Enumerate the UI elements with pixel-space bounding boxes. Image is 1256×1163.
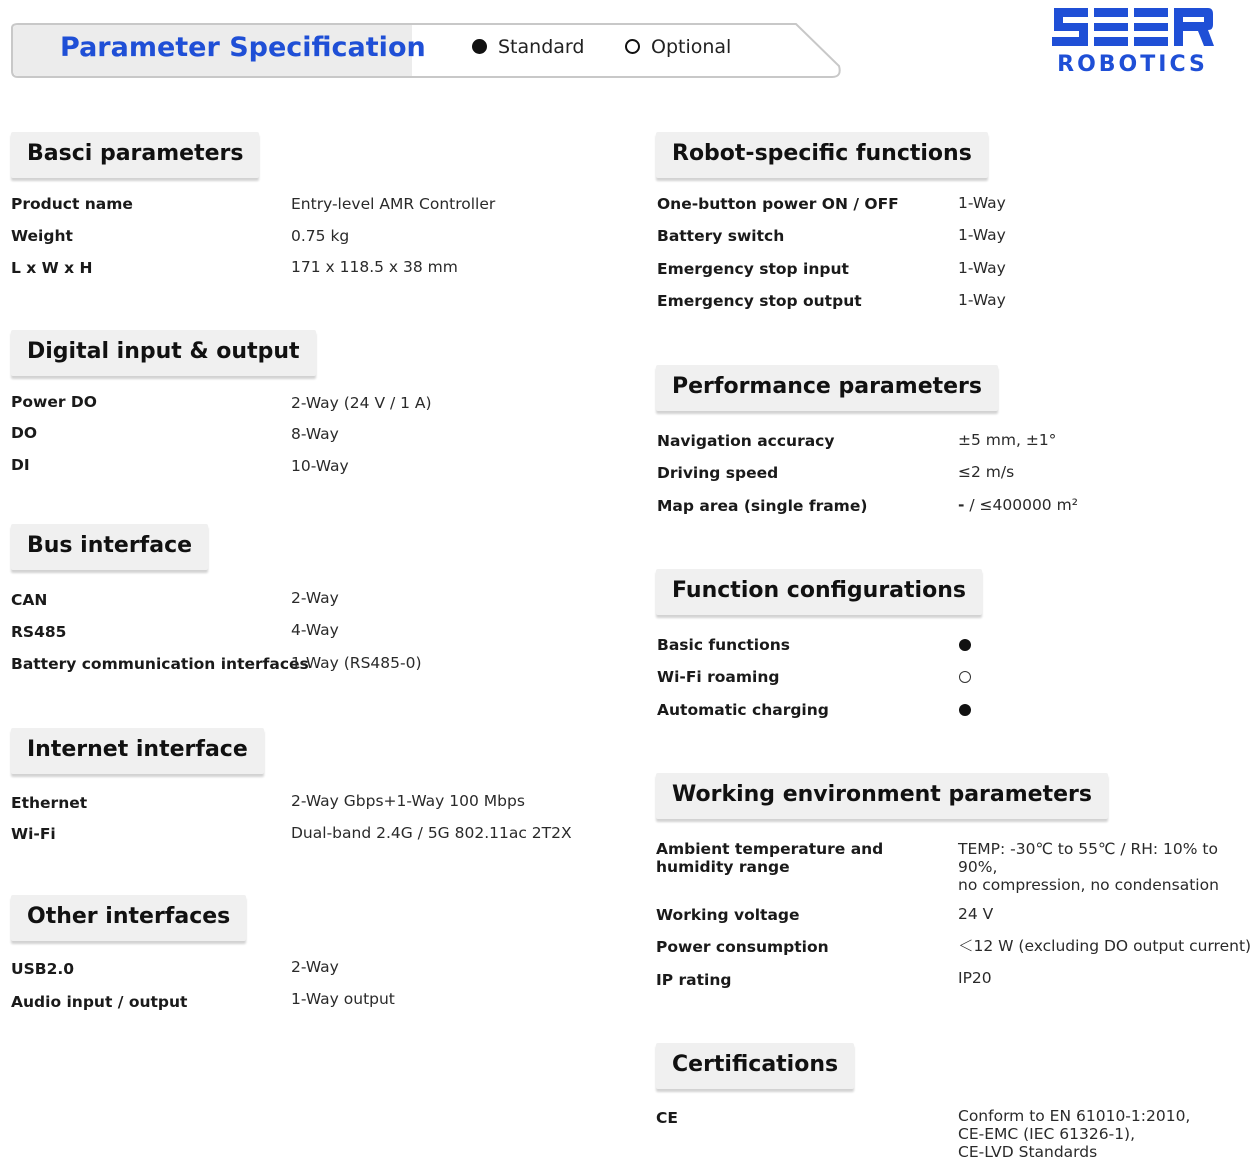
other-label-usb: USB2.0	[11, 960, 75, 978]
bus-value-can: 2-Way	[291, 589, 339, 607]
basic-label-weight: Weight	[11, 227, 73, 245]
environment-label-ip-rating: IP rating	[656, 971, 732, 989]
certifications-label-ce: CE	[656, 1109, 678, 1127]
basic-value-product-name: Entry-level AMR Controller	[291, 195, 496, 213]
filled-dot-icon	[472, 39, 487, 54]
internet-label-wifi: Wi-Fi	[11, 825, 56, 843]
bus-label-battery-comm: Battery communication interfaces	[11, 655, 309, 673]
robot-label-estop-output: Emergency stop output	[657, 292, 862, 310]
basic-label-dimensions: L x W x H	[11, 259, 93, 277]
seer-logo-icon	[1050, 6, 1215, 50]
environment-label-temp-humidity: Ambient temperature and humidity range	[656, 840, 884, 876]
performance-value-speed: ≤2 m/s	[958, 463, 1015, 481]
performance-value-nav-accuracy: ±5 mm, ±1°	[958, 431, 1057, 449]
standard-dot-icon	[959, 639, 971, 651]
environment-label-power: Power consumption	[656, 938, 829, 956]
internet-value-ethernet: 2-Way Gbps+1-Way 100 Mbps	[291, 792, 525, 810]
robot-value-power-button: 1-Way	[958, 194, 1006, 212]
digital-label-di: DI	[11, 456, 30, 474]
digital-label-do: DO	[11, 424, 38, 442]
section-title-robot: Robot-specific functions	[656, 132, 988, 178]
digital-value-do: 8-Way	[291, 425, 339, 443]
header-bar	[10, 22, 840, 78]
certifications-value-ce: Conform to EN 61010-1:2010, CE-EMC (IEC 61326-1), CE-LVD Standards	[958, 1107, 1191, 1161]
basic-label-product-name: Product name	[11, 195, 133, 213]
environment-value-ip-rating: IP20	[958, 969, 992, 987]
function-label-wifi-roaming: Wi-Fi roaming	[657, 668, 780, 686]
optional-dot-icon	[959, 671, 971, 683]
bus-label-can: CAN	[11, 591, 48, 609]
performance-value-map-area: - / ≤400000 m²	[958, 496, 1078, 514]
section-title-other: Other interfaces	[11, 895, 246, 941]
environment-value-voltage: 24 V	[958, 905, 994, 923]
legend-optional: Optional	[625, 36, 731, 58]
section-title-environment: Working environment parameters	[656, 773, 1108, 819]
environment-value-temp-humidity: TEMP: -30℃ to 55℃ / RH: 10% to 90%, no compression, no condensation	[958, 840, 1219, 894]
section-title-function: Function configurations	[656, 569, 982, 615]
basic-value-weight: 0.75 kg	[291, 227, 350, 245]
robot-label-power-button: One-button power ON / OFF	[657, 195, 899, 213]
hollow-dot-icon	[625, 39, 640, 54]
digital-value-power-do: 2-Way (24 V / 1 A)	[291, 394, 432, 412]
robot-value-estop-input: 1-Way	[958, 259, 1006, 277]
robot-value-battery-switch: 1-Way	[958, 226, 1006, 244]
other-value-audio: 1-Way output	[291, 990, 395, 1008]
performance-label-speed: Driving speed	[657, 464, 779, 482]
internet-label-ethernet: Ethernet	[11, 794, 88, 812]
robot-label-estop-input: Emergency stop input	[657, 260, 849, 278]
legend-standard: Standard	[472, 36, 584, 58]
page-title: Parameter Specification	[60, 32, 426, 63]
environment-value-power: ＜12 W (excluding DO output current)	[958, 937, 1252, 955]
section-title-performance: Performance parameters	[656, 365, 998, 411]
section-title-internet: Internet interface	[11, 728, 264, 774]
section-title-basic: Basci parameters	[11, 132, 259, 178]
logo-wordmark: ROBOTICS	[1057, 52, 1208, 77]
bus-value-battery-comm: 1-Way (RS485-0)	[291, 654, 422, 672]
standard-dot-icon	[959, 704, 971, 716]
robot-value-estop-output: 1-Way	[958, 291, 1006, 309]
bus-value-rs485: 4-Way	[291, 621, 339, 639]
bus-label-rs485: RS485	[11, 623, 67, 641]
function-label-auto-charging: Automatic charging	[657, 701, 829, 719]
robot-label-battery-switch: Battery switch	[657, 227, 785, 245]
function-label-basic: Basic functions	[657, 636, 791, 654]
basic-value-dimensions: 171 x 118.5 x 38 mm	[291, 258, 458, 276]
section-title-certifications: Certifications	[656, 1043, 854, 1089]
performance-label-map-area: Map area (single frame)	[657, 497, 868, 515]
digital-value-di: 10-Way	[291, 457, 349, 475]
section-title-digital: Digital input & output	[11, 330, 316, 376]
internet-value-wifi: Dual-band 2.4G / 5G 802.11ac 2T2X	[291, 824, 572, 842]
environment-label-voltage: Working voltage	[656, 906, 800, 924]
seer-robotics-logo	[1050, 6, 1215, 77]
other-value-usb: 2-Way	[291, 958, 339, 976]
other-label-audio: Audio input / output	[11, 993, 188, 1011]
performance-label-nav-accuracy: Navigation accuracy	[657, 432, 835, 450]
digital-label-power-do: Power DO	[11, 393, 97, 411]
section-title-bus: Bus interface	[11, 524, 208, 570]
